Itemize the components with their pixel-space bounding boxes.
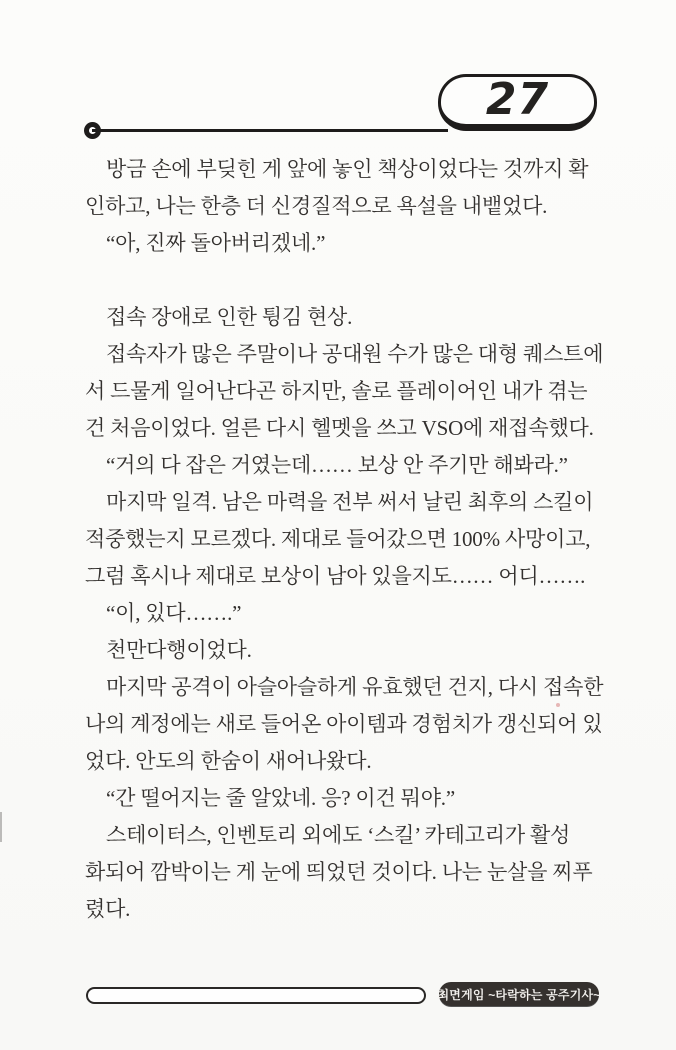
blank-line — [85, 262, 605, 299]
text-line: 인하고, 나는 한층 더 신경질적으로 욕설을 내뱉었다. — [85, 194, 548, 218]
scan-speck — [556, 703, 560, 707]
text-line: 었다. 안도의 한숨이 새어나왔다. — [85, 749, 372, 773]
text-line: “간 떨어지는 줄 알았네. 응? 이건 뭐야.” — [106, 786, 455, 810]
page-number: 27 — [485, 74, 550, 125]
footer-title: 최면게임 ~타락하는 공주기사~ — [437, 987, 601, 1002]
header-rule — [92, 129, 448, 132]
text-line: 접속 장애로 인한 튕김 현상. — [106, 305, 353, 329]
text-line: 스테이터스, 인벤토리 외에도 ‘스킬’ 카테고리가 활성 — [106, 823, 571, 847]
text-line: 서 드물게 일어난다곤 하지만, 솔로 플레이어인 내가 겪는 — [85, 379, 588, 403]
text-line: “거의 다 잡은 거였는데…… 보상 안 주기만 해봐라.” — [106, 453, 568, 477]
text-line: 렸다. — [85, 897, 131, 921]
text-line: 그럼 혹시나 제대로 보상이 남아 있을지도…… 어디……. — [85, 564, 586, 588]
text-line: 화되어 깜박이는 게 눈에 띄었던 것이다. 나는 눈살을 찌푸 — [85, 860, 593, 884]
text-line: 천만다행이었다. — [106, 638, 252, 662]
footer-outline-box — [86, 987, 426, 1004]
text-line: 마지막 일격. 남은 마력을 전부 써서 날린 최후의 스킬이 — [106, 490, 594, 514]
text-line: 나의 계정에는 새로 들어온 아이템과 경험치가 갱신되어 있 — [85, 712, 603, 736]
footer-title-pill — [439, 982, 599, 1006]
text-line: 접속자가 많은 주말이나 공대원 수가 많은 대형 퀘스트에 — [106, 342, 604, 366]
text-line: “이, 있다…….” — [106, 601, 242, 625]
scan-artifact — [0, 812, 2, 842]
text-line: 적중했는지 모르겠다. 제대로 들어갔으면 100% 사망이고, — [85, 527, 591, 551]
text-line: 마지막 공격이 아슬아슬하게 유효했던 건지, 다시 접속한 — [106, 675, 604, 699]
page-number-badge — [438, 74, 597, 131]
text-line: 방금 손에 부딪힌 게 앞에 놓인 책상이었다는 것까지 확 — [106, 157, 589, 181]
page-text — [85, 151, 605, 928]
text-line: 건 처음이었다. 얼른 다시 헬멧을 쓰고 VSO에 재접속했다. — [85, 416, 594, 440]
text-line: “아, 진짜 돌아버리겠네.” — [106, 231, 326, 255]
